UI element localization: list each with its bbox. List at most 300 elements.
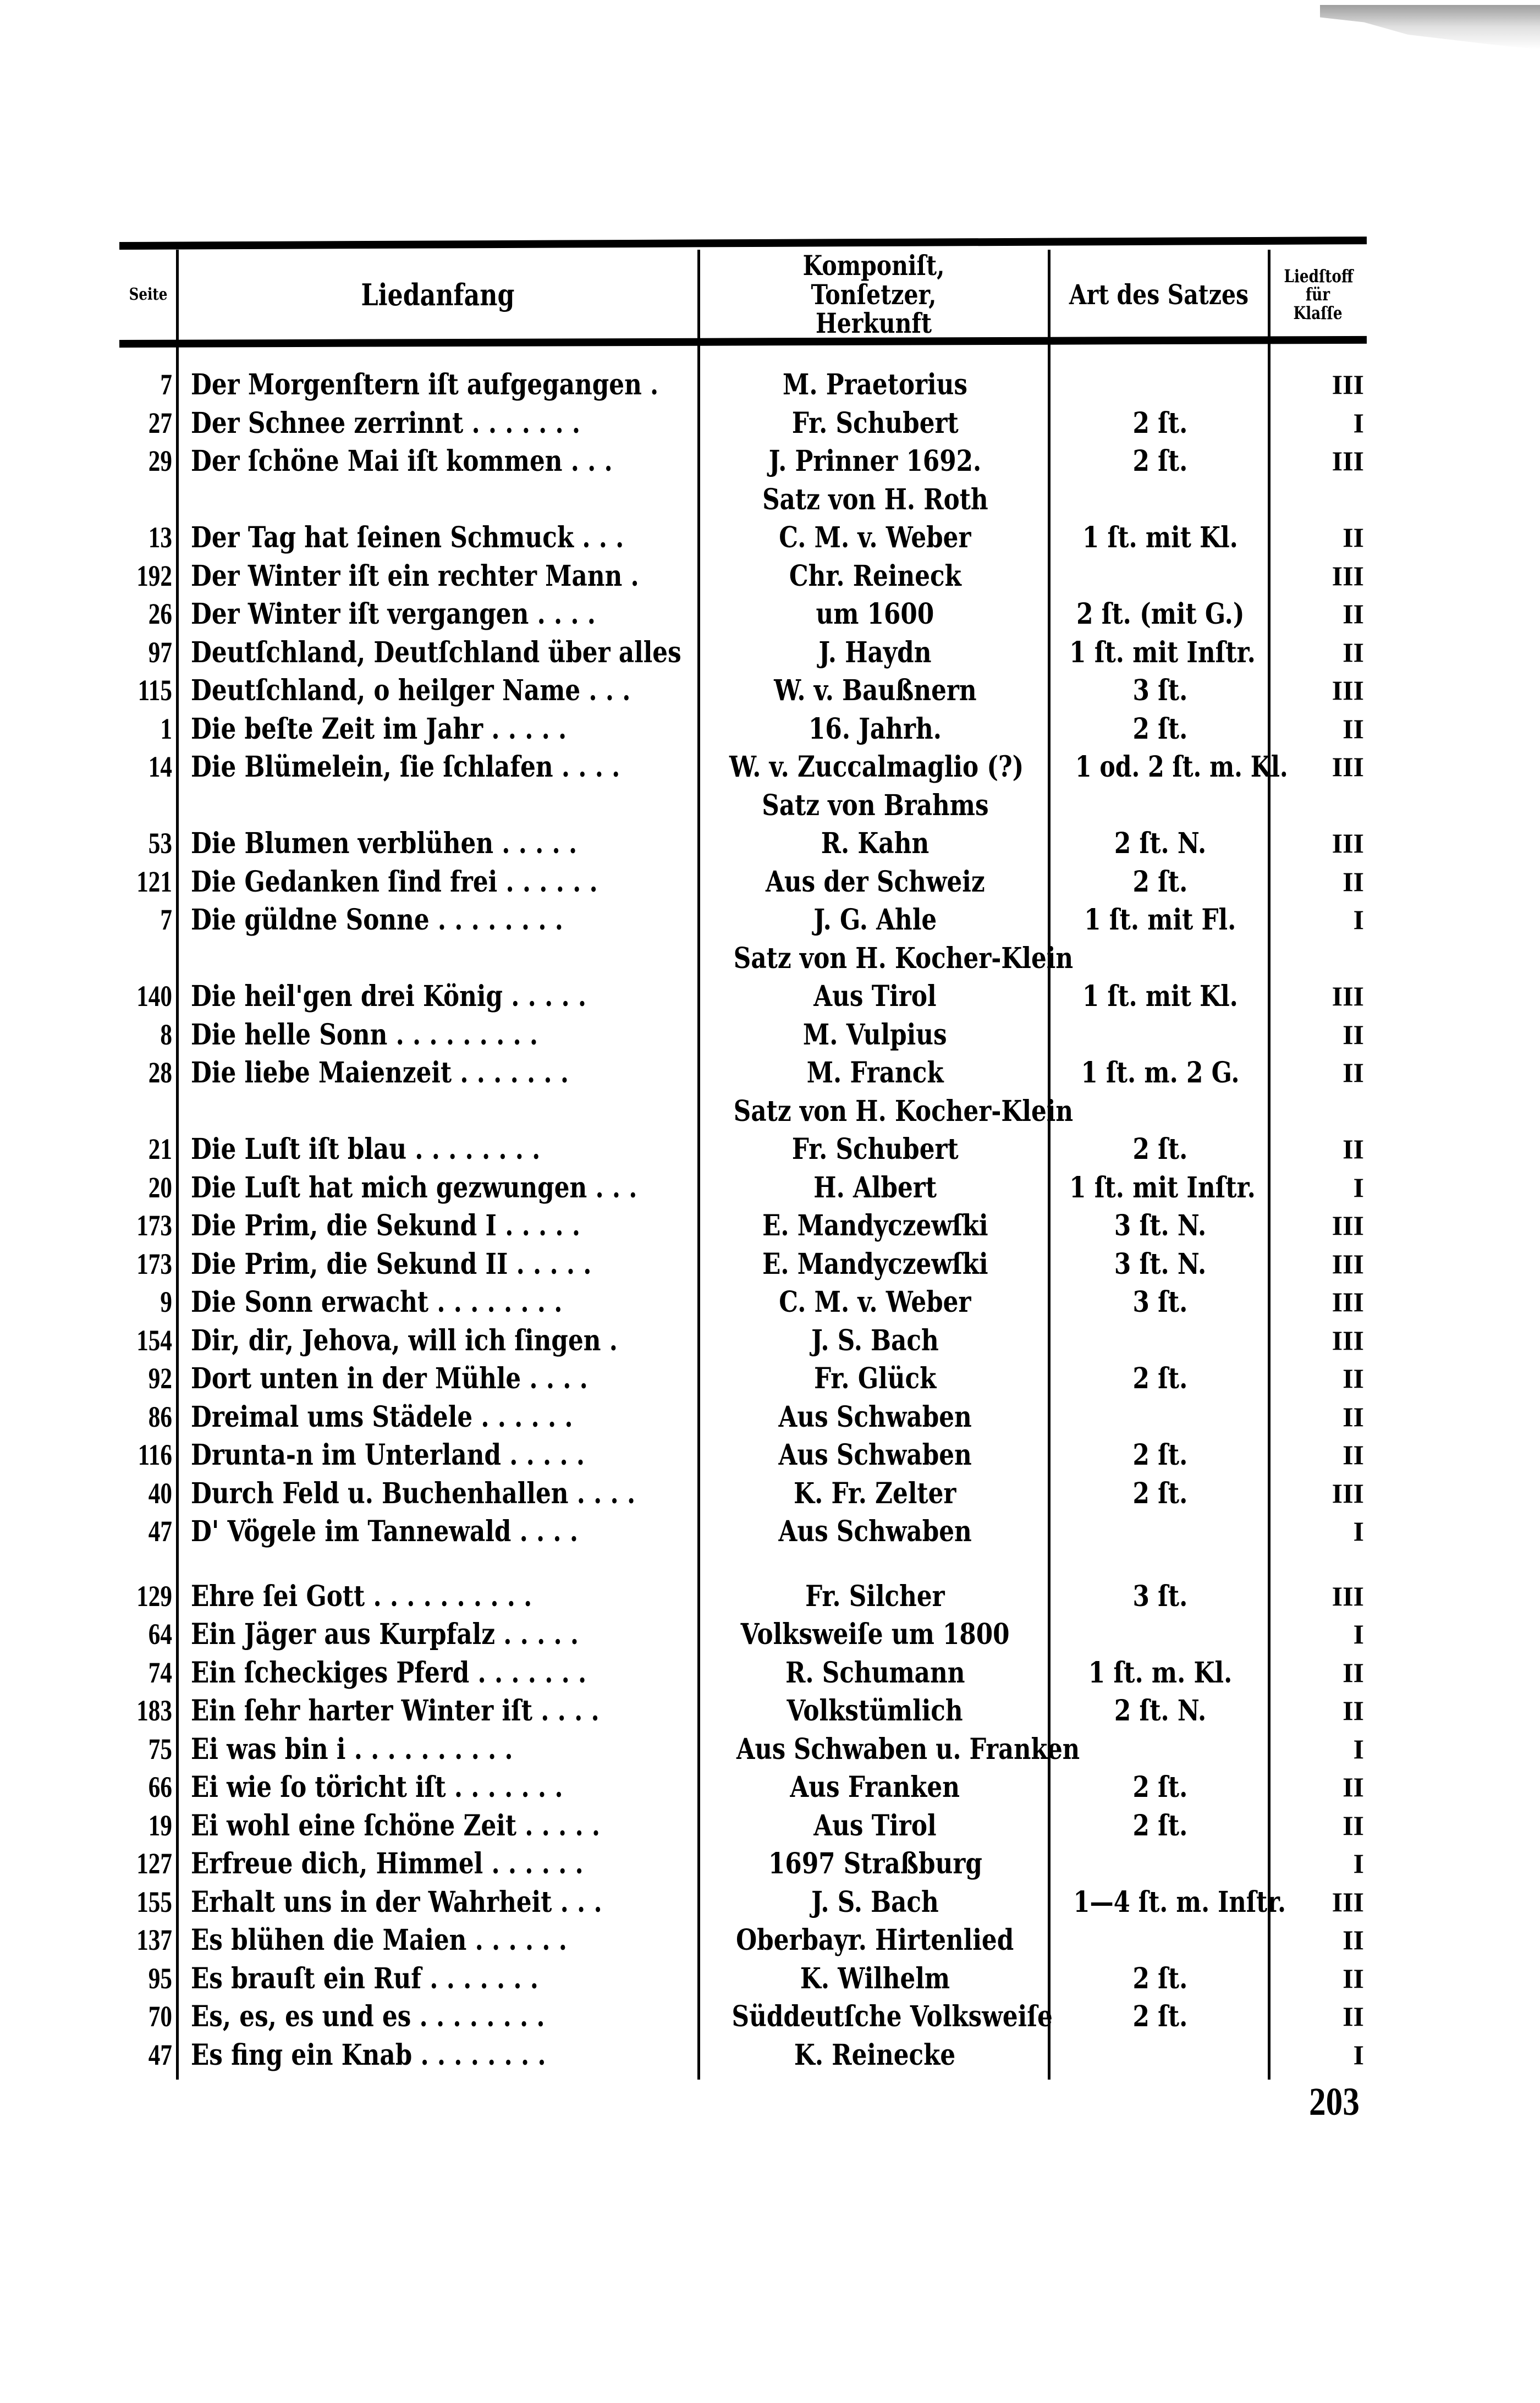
cell-liedanfang <box>191 1513 691 1551</box>
cell-komponist <box>701 863 1049 901</box>
cell-komponist-text: Volksweiſe um 1800 <box>740 1618 1010 1651</box>
row-sub-line <box>119 787 1367 825</box>
table-body <box>119 366 1367 2074</box>
cell-art-des-satzes <box>1052 1169 1269 1207</box>
cell-komponist-text: 16. Jahrh. <box>809 712 942 746</box>
cell-komponist-text: Satz von H. Kocher-Klein <box>733 941 1074 975</box>
table-row <box>119 1169 1367 1207</box>
cell-liedanfang <box>191 1016 691 1054</box>
cell-liedanfang <box>191 1360 691 1398</box>
row-sub-line <box>119 481 1367 519</box>
cell-seite: 27 <box>148 406 172 439</box>
row-main-line <box>119 672 1367 710</box>
cell-komponist-text: Fr. Silcher <box>805 1579 945 1613</box>
cell-seite: 40 <box>148 1476 172 1510</box>
cell-liedanfang-text: Die heil'gen drei König . . . . . <box>191 980 587 1013</box>
cell-liedanfang-text: Ein Jäger aus Kurpfalz . . . . . <box>191 1618 579 1651</box>
page-number: 203 <box>1309 2080 1360 2124</box>
cell-liedanfang <box>191 1768 691 1807</box>
cell-liedanfang <box>191 1207 691 1245</box>
cell-liedanfang <box>191 1883 691 1922</box>
cell-seite: 14 <box>148 750 172 783</box>
cell-liedanfang-text: Die Luſt iſt blau . . . . . . . . <box>191 1132 541 1166</box>
cell-liedanfang <box>191 557 691 596</box>
cell-klasse: II <box>1343 1962 1364 1994</box>
cell-klasse: III <box>1332 1580 1364 1612</box>
cell-art-text: 2 ſt. <box>1132 712 1188 746</box>
cell-klasse: II <box>1343 1695 1364 1726</box>
cell-seite: 115 <box>138 674 172 707</box>
cell-art-des-satzes <box>1052 672 1269 710</box>
cell-art-des-satzes <box>1052 366 1269 404</box>
row-main-line <box>119 1883 1367 1922</box>
cell-liedanfang-text: Die Gedanken ſind frei . . . . . . <box>191 865 598 899</box>
cell-komponist-text: J. G. Ahle <box>813 903 937 937</box>
cell-klasse: I <box>1353 1848 1364 1879</box>
table-row <box>119 1475 1367 1513</box>
cell-art-text: 2 ſt. <box>1132 1476 1188 1510</box>
table-row <box>119 1054 1367 1130</box>
table-row <box>119 824 1367 863</box>
cell-liedanfang <box>191 1654 691 1692</box>
cell-seite: 7 <box>160 368 172 401</box>
cell-komponist-text: R. Schumann <box>785 1656 965 1690</box>
cell-komponist <box>701 1960 1049 1998</box>
cell-liedanfang <box>191 2036 691 2075</box>
row-main-line <box>119 977 1367 1016</box>
cell-liedanfang-text: Der Winter iſt vergangen . . . . <box>191 597 596 631</box>
cell-liedanfang-text: Es fing ein Knab . . . . . . . . <box>191 2038 546 2072</box>
cell-komponist-text: M. Franck <box>806 1056 944 1090</box>
cell-komponist-text: Süddeutſche Volksweiſe <box>732 2000 1053 2033</box>
cell-art-des-satzes <box>1052 1245 1269 1284</box>
cell-komponist-text: K. Wilhelm <box>800 1961 950 1995</box>
scan-shadow-artifact <box>1320 0 1540 50</box>
cell-liedanfang-text: Ei wie ſo töricht iſt . . . . . . . <box>191 1770 563 1804</box>
table-row <box>119 1921 1367 1960</box>
table-row <box>119 672 1367 710</box>
cell-komponist <box>701 824 1049 863</box>
cell-klasse: II <box>1343 1924 1364 1955</box>
row-main-line <box>119 2036 1367 2075</box>
table-row <box>119 1692 1367 1730</box>
row-main-line <box>119 1169 1367 1207</box>
cell-art-des-satzes <box>1052 2036 1269 2075</box>
cell-komponist-text: 1697 Straßburg <box>768 1847 982 1880</box>
cell-liedanfang <box>191 1054 691 1092</box>
cell-seite: 53 <box>148 827 172 860</box>
cell-art-text: 3 ſt. N. <box>1114 1209 1207 1242</box>
cell-liedanfang-text: Die Sonn erwacht . . . . . . . . <box>191 1285 563 1319</box>
row-main-line <box>119 710 1367 749</box>
cell-seite: 74 <box>148 1656 172 1689</box>
cell-liedanfang-text: Dir, dir, Jehova, will ich ſingen . <box>191 1323 618 1357</box>
table-row <box>119 1730 1367 1769</box>
cell-komponist <box>701 1513 1049 1551</box>
cell-komponist-text: Aus Tirol <box>813 1808 937 1843</box>
cell-komponist-text: Volkstümlich <box>787 1694 964 1728</box>
cell-art-text: 2 ſt. <box>1132 1808 1188 1843</box>
cell-liedanfang-text: D' Vögele im Tannewald . . . . <box>191 1515 579 1548</box>
cell-art-des-satzes <box>1052 442 1269 481</box>
cell-klasse: III <box>1332 1886 1364 1917</box>
header-seite: Seite <box>129 285 168 305</box>
cell-art-text: 2 ſt. <box>1132 1438 1188 1472</box>
cell-art-text: 1 ſt. mit Inſtr. <box>1069 635 1256 669</box>
cell-satz-von <box>701 481 1049 519</box>
cell-art-text: 3 ſt. N. <box>1114 1247 1207 1281</box>
row-main-line <box>119 1615 1367 1654</box>
row-main-line <box>119 595 1367 634</box>
cell-seite: 7 <box>160 903 172 936</box>
cell-art-text: 2 ſt. <box>1132 1961 1188 1995</box>
cell-art-des-satzes <box>1052 1436 1269 1475</box>
cell-komponist-text: Satz von H. Roth <box>762 482 988 516</box>
cell-liedanfang <box>191 977 691 1016</box>
cell-art-text: 3 ſt. <box>1132 1285 1188 1319</box>
row-main-line <box>119 1207 1367 1245</box>
table-row <box>119 748 1367 824</box>
cell-art-des-satzes <box>1052 1807 1269 1845</box>
cell-klasse: I <box>1353 2039 1364 2070</box>
row-main-line <box>119 1513 1367 1551</box>
cell-klasse: III <box>1332 751 1364 782</box>
cell-komponist-text: Aus der Schweiz <box>765 865 985 899</box>
row-main-line <box>119 519 1367 557</box>
cell-liedanfang <box>191 1998 691 2036</box>
cell-komponist <box>701 404 1049 443</box>
cell-liedanfang <box>191 748 691 787</box>
row-sub-line <box>119 939 1367 978</box>
cell-komponist <box>701 1169 1049 1207</box>
cell-art-des-satzes <box>1052 404 1269 443</box>
cell-seite: 47 <box>148 2038 172 2071</box>
table-row <box>119 863 1367 901</box>
cell-komponist-text: J. S. Bach <box>811 1885 939 1919</box>
cell-art-des-satzes <box>1052 1998 1269 2036</box>
cell-klasse: II <box>1343 1810 1364 1841</box>
cell-komponist-text: Chr. Reineck <box>789 559 961 593</box>
cell-komponist <box>701 1883 1049 1922</box>
cell-liedanfang <box>191 442 691 481</box>
cell-liedanfang <box>191 1730 691 1769</box>
cell-komponist <box>701 1768 1049 1807</box>
cell-komponist <box>701 634 1049 672</box>
row-main-line <box>119 1998 1367 2036</box>
cell-klasse: III <box>1332 446 1364 476</box>
cell-liedanfang <box>191 1436 691 1475</box>
cell-komponist <box>701 1245 1049 1284</box>
row-sub-line <box>119 1092 1367 1131</box>
table-row <box>119 557 1367 596</box>
cell-liedanfang <box>191 1807 691 1845</box>
cell-art-des-satzes <box>1052 557 1269 596</box>
cell-seite: 66 <box>148 1770 172 1803</box>
table-row <box>119 1845 1367 1883</box>
row-main-line <box>119 1398 1367 1437</box>
cell-liedanfang-text: Die helle Sonn . . . . . . . . . <box>191 1018 538 1052</box>
cell-klasse: III <box>1332 981 1364 1011</box>
row-main-line <box>119 1245 1367 1284</box>
cell-liedanfang-text: Der ſchöne Mai iſt kommen . . . <box>191 444 613 478</box>
cell-komponist-text: Fr. Schubert <box>791 1132 959 1166</box>
cell-art-des-satzes <box>1052 1654 1269 1692</box>
row-main-line <box>119 824 1367 863</box>
cell-satz-von <box>701 787 1049 825</box>
row-main-line <box>119 1016 1367 1054</box>
row-main-line <box>119 1322 1367 1360</box>
cell-art-des-satzes <box>1052 1398 1269 1437</box>
cell-komponist-text: W. v. Zuccalmaglio (?) <box>729 750 1024 784</box>
cell-art-text: 3 ſt. <box>1132 674 1188 707</box>
cell-komponist-text: M. Vulpius <box>803 1018 947 1052</box>
table-row <box>119 1768 1367 1807</box>
cell-liedanfang-text: Durch Feld u. Buchenhallen . . . . <box>191 1476 636 1510</box>
cell-klasse: II <box>1343 2001 1364 2032</box>
cell-seite: 97 <box>148 635 172 669</box>
cell-art-des-satzes <box>1052 519 1269 557</box>
cell-komponist-text: J. Haydn <box>818 635 932 669</box>
row-main-line <box>119 1436 1367 1475</box>
cell-art-des-satzes <box>1052 901 1269 939</box>
cell-komponist-text: C. M. v. Weber <box>779 1285 971 1319</box>
cell-liedanfang-text: Die güldne Sonne . . . . . . . . <box>191 903 563 937</box>
cell-satz-von <box>701 1092 1074 1131</box>
cell-liedanfang-text: Erhalt uns in der Wahrheit . . . <box>191 1885 602 1919</box>
cell-art-text: 2 ſt. <box>1132 1770 1188 1804</box>
cell-liedanfang <box>191 1692 691 1730</box>
cell-art-text: 3 ſt. <box>1132 1579 1188 1613</box>
header-klasse <box>1278 250 1358 340</box>
cell-art-text: 2 ſt. <box>1132 1132 1188 1166</box>
cell-komponist-text: H. Albert <box>813 1170 937 1205</box>
cell-seite: 92 <box>148 1362 172 1395</box>
cell-komponist-text: Aus Schwaben <box>778 1515 972 1548</box>
table-row <box>119 1207 1367 1245</box>
cell-liedanfang-text: Ei was bin i . . . . . . . . . . <box>191 1732 513 1766</box>
cell-klasse: I <box>1353 407 1364 438</box>
cell-liedanfang <box>191 366 691 404</box>
cell-komponist-text: Aus Schwaben <box>778 1400 972 1434</box>
cell-komponist <box>701 1921 1049 1960</box>
cell-seite: 21 <box>148 1132 172 1165</box>
cell-art-text: 1 ſt. mit Kl. <box>1082 521 1238 554</box>
cell-komponist <box>701 557 1049 596</box>
cell-klasse: I <box>1353 1733 1364 1764</box>
cell-liedanfang-text: Dreimal ums Städele . . . . . . <box>191 1400 573 1434</box>
cell-komponist <box>701 1807 1049 1845</box>
table-row <box>119 1615 1367 1654</box>
cell-komponist-text: J. Prinner 1692. <box>768 444 982 478</box>
cell-art-des-satzes <box>1052 1960 1269 1998</box>
cell-liedanfang-text: Es, es, es und es . . . . . . . . <box>191 2000 545 2033</box>
cell-seite: 19 <box>148 1808 172 1842</box>
cell-komponist <box>701 901 1049 939</box>
cell-klasse: I <box>1353 1516 1364 1547</box>
table-row <box>119 1807 1367 1845</box>
table-row <box>119 519 1367 557</box>
table-row <box>119 1245 1367 1284</box>
cell-komponist-text: Oberbayr. Hirtenlied <box>736 1923 1014 1957</box>
row-main-line <box>119 557 1367 596</box>
row-main-line <box>119 634 1367 672</box>
cell-liedanfang-text: Die beſte Zeit im Jahr . . . . . <box>191 712 567 746</box>
row-main-line <box>119 1475 1367 1513</box>
table-row <box>119 1960 1367 1998</box>
cell-liedanfang <box>191 1245 691 1284</box>
cell-komponist-text: E. Mandyczewſki <box>762 1247 988 1281</box>
table-row <box>119 1513 1367 1551</box>
row-main-line <box>119 1807 1367 1845</box>
cell-komponist <box>701 1436 1049 1475</box>
cell-art-text: 1 ſt. m. 2 G. <box>1081 1056 1240 1090</box>
cell-seite: 127 <box>136 1847 172 1880</box>
cell-art-des-satzes <box>1052 1054 1269 1092</box>
table-row <box>119 366 1367 404</box>
cell-liedanfang-text: Ei wohl eine ſchöne Zeit . . . . . <box>191 1808 601 1843</box>
cell-art-des-satzes <box>1052 710 1269 749</box>
cell-seite: 75 <box>148 1732 172 1766</box>
cell-komponist <box>701 672 1049 710</box>
cell-seite: 121 <box>136 865 172 898</box>
cell-klasse: III <box>1332 1210 1364 1241</box>
cell-seite: 1 <box>160 712 172 745</box>
row-main-line <box>119 442 1367 481</box>
table-row <box>119 977 1367 1016</box>
cell-art-des-satzes <box>1052 1577 1269 1616</box>
cell-art-des-satzes <box>1052 1730 1269 1769</box>
cell-art-text: 1 ſt. mit Fl. <box>1084 903 1236 937</box>
row-main-line <box>119 1054 1367 1092</box>
cell-art-des-satzes <box>1052 1360 1269 1398</box>
row-main-line <box>119 1360 1367 1398</box>
cell-liedanfang <box>191 519 691 557</box>
cell-art-des-satzes <box>1052 863 1269 901</box>
table-row <box>119 1283 1367 1322</box>
cell-klasse: II <box>1343 1657 1364 1688</box>
cell-liedanfang <box>191 1577 691 1616</box>
cell-art-des-satzes <box>1052 1921 1269 1960</box>
cell-komponist <box>701 1207 1049 1245</box>
header-art-des-satzes: Art des Satzes <box>1069 278 1249 311</box>
cell-klasse: III <box>1332 675 1364 706</box>
cell-art-des-satzes <box>1052 1845 1269 1883</box>
cell-art-text: 2 ſt. N. <box>1114 1694 1207 1728</box>
cell-komponist <box>701 595 1049 634</box>
cell-art-text: 1 od. 2 ſt. m. Kl. <box>1075 750 1288 784</box>
table-row <box>119 404 1367 443</box>
cell-seite: 28 <box>148 1056 172 1089</box>
cell-klasse: III <box>1332 369 1364 400</box>
cell-art-des-satzes <box>1052 1768 1269 1807</box>
cell-liedanfang <box>191 1921 691 1960</box>
row-main-line <box>119 748 1367 787</box>
cell-seite: 173 <box>136 1209 172 1242</box>
cell-art-des-satzes <box>1052 977 1269 1016</box>
cell-klasse: I <box>1353 1619 1364 1649</box>
table-row <box>119 442 1367 519</box>
cell-komponist <box>701 1577 1049 1616</box>
cell-liedanfang <box>191 1845 691 1883</box>
cell-liedanfang <box>191 404 691 443</box>
cell-art-des-satzes <box>1052 1475 1269 1513</box>
cell-seite: 13 <box>148 521 172 554</box>
cell-klasse: I <box>1353 904 1364 935</box>
cell-liedanfang-text: Die Prim, die Sekund I . . . . . <box>191 1209 581 1242</box>
cell-klasse: II <box>1343 1772 1364 1802</box>
cell-komponist <box>701 1398 1049 1437</box>
cell-komponist <box>701 1615 1049 1654</box>
row-main-line <box>119 901 1367 939</box>
cell-komponist-text: Fr. Schubert <box>791 406 959 440</box>
cell-liedanfang <box>191 710 691 749</box>
cell-art-text: 2 ſt. <box>1132 2000 1188 2033</box>
row-main-line <box>119 1845 1367 1883</box>
cell-seite: 137 <box>136 1923 172 1956</box>
cell-art-des-satzes <box>1052 1130 1269 1169</box>
cell-liedanfang-text: Die Blumen verblühen . . . . . <box>191 827 578 860</box>
cell-art-text: 1 ſt. mit Kl. <box>1082 980 1238 1013</box>
cell-art-text: 2 ſt. (mit G.) <box>1076 597 1245 631</box>
table-top-rule <box>119 237 1367 250</box>
cell-komponist <box>701 710 1049 749</box>
cell-liedanfang-text: Erfreue dich, Himmel . . . . . . <box>191 1847 584 1880</box>
cell-komponist <box>701 1016 1049 1054</box>
cell-art-des-satzes <box>1052 824 1269 863</box>
table-row <box>119 901 1367 977</box>
cell-seite: 29 <box>148 444 172 477</box>
table-row <box>119 595 1367 634</box>
cell-liedanfang-text: Dort unten in der Mühle . . . . <box>191 1362 588 1395</box>
cell-klasse: II <box>1343 636 1364 668</box>
header-komponist-text: Komponiſt, Tonſetzer, Herkunft <box>802 249 945 340</box>
cell-seite: 86 <box>148 1400 172 1433</box>
cell-liedanfang <box>191 634 691 672</box>
cell-art-text: 2 ſt. <box>1132 865 1188 899</box>
cell-komponist <box>701 1692 1049 1730</box>
cell-seite: 95 <box>148 1961 172 1995</box>
cell-seite: 140 <box>136 980 172 1013</box>
table-row <box>119 1436 1367 1475</box>
row-main-line <box>119 1692 1367 1730</box>
cell-liedanfang <box>191 1398 691 1437</box>
cell-art-text: 2 ſt. <box>1132 444 1188 478</box>
cell-seite: 64 <box>148 1618 172 1651</box>
cell-liedanfang <box>191 1615 691 1654</box>
cell-liedanfang-text: Die Blümelein, ſie ſchlafen . . . . <box>191 750 620 784</box>
cell-klasse: II <box>1343 866 1364 897</box>
cell-komponist-text: Fr. Glück <box>813 1362 937 1395</box>
cell-komponist <box>701 2036 1049 2075</box>
cell-klasse: III <box>1332 1248 1364 1279</box>
cell-liedanfang <box>191 901 691 939</box>
cell-komponist <box>701 748 1049 787</box>
cell-seite: 154 <box>136 1323 172 1357</box>
cell-komponist <box>701 519 1049 557</box>
cell-liedanfang-text: Deutſchland, Deutſchland über alles <box>191 635 681 669</box>
cell-klasse: II <box>1343 713 1364 744</box>
table-row <box>119 1577 1367 1616</box>
row-main-line <box>119 1577 1367 1616</box>
cell-klasse: II <box>1343 1057 1364 1088</box>
cell-liedanfang-text: Der Tag hat ſeinen Schmuck . . . <box>191 521 624 554</box>
row-main-line <box>119 1921 1367 1960</box>
cell-liedanfang-text: Es blühen die Maien . . . . . . <box>191 1923 567 1957</box>
cell-liedanfang <box>191 1130 691 1169</box>
cell-liedanfang-text: Die Luſt hat mich gezwungen . . . <box>191 1170 637 1205</box>
cell-komponist <box>701 1845 1049 1883</box>
cell-liedanfang-text: Drunta-n im Unterland . . . . . <box>191 1438 585 1472</box>
